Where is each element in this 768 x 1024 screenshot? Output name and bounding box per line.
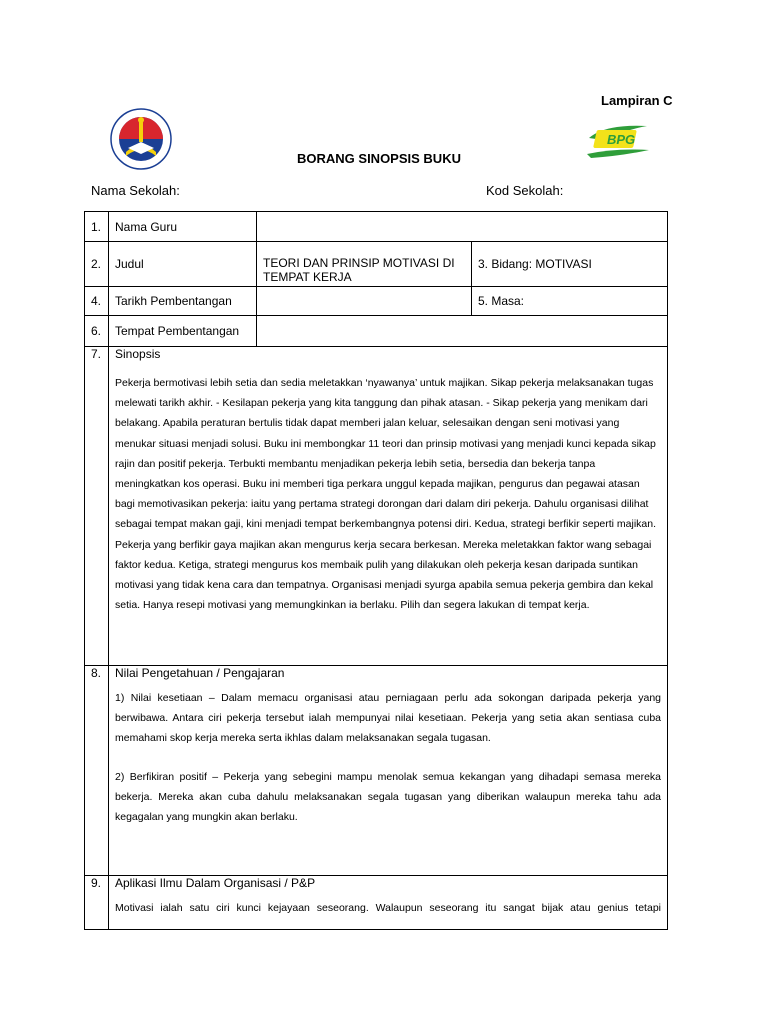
row-teacher-name [85, 212, 668, 242]
row-label: Tempat Pembentangan [109, 316, 257, 347]
section-heading: Sinopsis [115, 347, 161, 361]
row-presentation-place [85, 316, 668, 347]
section-heading: Aplikasi Ilmu Dalam Organisasi / P&P [115, 876, 316, 890]
row-label: Tarikh Pembentangan [109, 287, 257, 316]
row-presentation-date [85, 287, 668, 316]
row-number: 1. [85, 212, 109, 242]
presentation-place-field[interactable] [257, 316, 668, 347]
row-knowledge-value [85, 666, 668, 876]
application-cell [109, 876, 668, 930]
field-value: 3. Bidang: MOTIVASI [472, 242, 668, 287]
application-text: Motivasi ialah satu ciri kunci kejayaan seseorang. Walaupun seseorang itu sangat bijak atau genius tetapi [115, 902, 661, 914]
row-label: Nama Guru [109, 212, 257, 242]
row-number: 6. [85, 316, 109, 347]
appendix-label: Lampiran C [601, 93, 673, 108]
presentation-date-field[interactable] [257, 287, 472, 316]
school-name-label: Nama Sekolah: [91, 183, 180, 198]
section-heading: Nilai Pengetahuan / Pengajaran [115, 666, 285, 680]
row-number: 9. [85, 876, 109, 930]
row-number: 7. [85, 347, 109, 666]
form-title: BORANG SINOPSIS BUKU [297, 151, 461, 166]
row-number: 2. [85, 242, 109, 287]
synopsis-form-table [84, 211, 668, 930]
row-title [85, 242, 668, 287]
row-synopsis [85, 347, 668, 666]
svg-text:BPG: BPG [607, 132, 636, 147]
synopsis-cell [109, 347, 668, 666]
school-code-label: Kod Sekolah: [486, 183, 564, 198]
knowledge-cell [109, 666, 668, 876]
time-label: 5. Masa: [472, 287, 668, 316]
row-number: 8. [85, 666, 109, 876]
teacher-name-field[interactable] [257, 212, 668, 242]
knowledge-paragraph-1: 1) Nilai kesetiaan – Dalam memacu organisasi atau perniagaan perlu ada sokongan daripada pekerja yang berwibawa. Antara ciri pekerja tersebut ialah mempunyai nilai kesetiaan. Pekerja yang setia akan sentiasa cuba memahami skop kerja mereka serta ikhlas dalam melaksanakan segala tugasan. [115, 692, 661, 745]
knowledge-paragraph-2: 2) Berfikiran positif – Pekerja yang sebegini mampu menolak semua kekangan yang dihadapi semasa mereka bekerja. Mereka akan cuba dahulu melaksanakan segala tugasan yang diberikan walaupun mereka tahu ada kegagalan yang mungkin akan berlaku. [115, 770, 661, 824]
book-title-value: TEORI DAN PRINSIP MOTIVASI DI TEMPAT KERJA [257, 242, 472, 287]
row-label: Judul [109, 242, 257, 287]
row-application [85, 876, 668, 930]
row-number: 4. [85, 287, 109, 316]
synopsis-text: Pekerja bermotivasi lebih setia dan sedia meletakkan ‘nyawanya’ untuk majikan. Sikap pekerja melaksanakan tugas melewati tarikh akhir. - Kesilapan pekerja yang kita tanggung dan pihak atasan. - Sikap pekerja yang menikam dari belakang. Apabila peraturan bertulis tidak dapat memberi jalan keluar, selesaikan dengan seni motivasi yang menukar situasi menjadi solusi. Buku ini membongkar 11 teori dan prinsip motivasi yang menjadi kunci kepada sikap rajin dan positif pekerja. Terbukti membantu menjadikan pekerja lebih setia, bersedia dan bekerja tanpa meningkatkan kos operasi. Buku ini memberi tiga perkara unggul kepada majikan, pengurus dan pegawai atasan bagi memotivasikan pekerja: iaitu yang pertama strategi dorongan dari dalam diri pekerja. Dahulu organisasi dilihat sebagai tempat makan gaji, kini menjadi tempat berkembangnya potensi diri. Kedua, strategi berfikir seperti majikan. Pekerja yang berfikir gaya majikan akan mengurus kerja secara berkesan. Mereka meletakkan faktor wang sebagai faktor kedua. Ketiga, strategi mengurus kos membaik pulih yang dilakukan oleh pekerja kesan daripada suntikan motivasi yang tidak kena cara dan tempatnya. Organisasi menjadi syurga apabila semua pekerja gembira dan kekal setia. Hanya resepi motivasi yang memungkinkan ia berlaku. Pilih dan segera lakukan di tempat kerja. [115, 377, 657, 612]
